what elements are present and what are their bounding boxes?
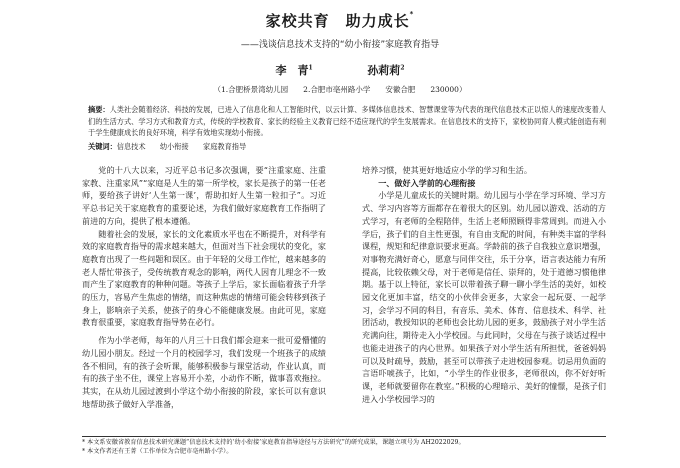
body-paragraph: 随着社会的发展，家长的文化素质水平也在不断提升，对科学有效的家庭教育指导的需求越来越大，但面对当下社会现状的变化，家庭教育出现了一些问题和误区。由于年轻的父母工作忙，越来越多的老人帮忙带孩子，受传统教育观念的影响，两代人因育儿理念不一致而产生了家庭教育的种种问题。等孩子上学后，家长面临着孩子升学的压力，容易产生焦虑的情绪，而这种焦虑的情绪可能会转移到孩子身上，影响亲子关系，使孩子的身心不能健康发展。由此可见，家庭教育很重要，家庭教育指导势在必行。 [82,228,326,328]
paper-title [0,10,680,31]
body-paragraph: 作为小学老师，每年的八月三十日我们都会迎来一批可爱懵懂的幼儿园小朋友。经过一个月的校园学习，我们发现一个班孩子的成绩各不相同，有的孩子会听课，能够积极参与课堂活动，作业认真，而有的孩子坐不住，课堂上容易开小差，小动作不断，做事喜欢拖拉。其实，在从幼儿园过渡到小学这个幼小衔接的阶段，家长可以有意识地帮助孩子做好入学准备， [82,335,326,409]
body-paragraph: 培养习惯，使其更好地适应小学的学习和生活。 [362,165,532,175]
abstract-label: 摘要： [88,105,110,114]
section-heading: 一、做好入学前的心理衔接 [378,177,476,188]
title-footnote-mark: * [409,10,415,18]
author-affil-mark: 1 [308,64,313,72]
author-line [0,62,680,78]
author-affil-mark: 2 [400,64,405,72]
footnote: * 本文作者还有王菁（工作单位为合肥市亳州路小学）。 [82,447,233,455]
abstract [88,104,606,139]
paper-subtitle: ——浅谈信息技术支持的“幼小衔接”家庭教育指导 [240,40,440,50]
author-name: 孙莉莉 [367,64,401,77]
right-column [362,164,606,405]
footnotes [82,436,606,456]
keywords-label: 关键词： [88,142,117,151]
title-text: 家校共育 助力成长 [265,12,410,30]
author-name: 李 青 [275,64,309,77]
footnote: * 本文系安徽省教育信息技术研究课题“信息技术支持的‘幼小衔接’家庭教育指导途径与方法研究”的研究成果，课题立项号为 AH2022029。 [82,439,465,446]
body-paragraph: 党的十八大以来，习近平总书记多次强调，要“注重家庭、注重家教、注重家风”“家庭是人生的第一所学校，家长是孩子的第一任老师，要给孩子讲好‘人生第一课’，帮助扣好人生第一粒扣子”。习近平总书记关于家庭教育的重要论述，为我们做好家庭教育工作指明了前进的方向，提供了根本遵循。 [82,165,326,226]
body-paragraph: 小学是儿童成长的关键时期。幼儿园与小学在学习环境、学习方式、学习内容等方面都存在着很大的区别。幼儿园以游戏、活动的方式学习，有老师的全程陪伴，生活上老师照顾得非常周到。而进入小学后，孩子们的自主性更强，有自由支配的时间，有种类丰富的学科课程，规矩和纪律意识要求更高。学龄前的孩子自我独立意识增强，对事物充满好奇心，愿意与同伴交往，乐于分享，语言表达能力有所提高，比较依赖父母，对于老师是信任、崇拜的，处于道德习惯他律期。基于以上特征，家长可以带着孩子聊一聊小学生活的美好，如校园文化更加丰富，结交的小伙伴会更多，大家会一起玩耍、一起学习，会学习不同的科目，有音乐、美术、体育、信息技术、科学、社团活动，教授知识的老师也会比幼儿园的更多，鼓励孩子对小学生活充满向往，期待走入小学校园。与此同时，父母在与孩子谈话过程中也能走进孩子的内心世界。如果孩子对小学生活有所担忧，爸爸妈妈可以及时疏导，鼓励，甚至可以带孩子走进校园参观。切忌用负面的言语吓唬孩子，比如，“小学生的作业很多，老师很凶，你不好好听课，老师就要留你在教室。”积极的心理暗示、美好的憧憬，是孩子们进入小学校园学习的 [362,190,606,404]
left-column [82,164,326,410]
affiliation-line: （1.合肥桥景湾幼儿园 2.合肥市亳州路小学 安徽合肥 230000） [213,85,467,94]
keywords [88,142,606,152]
keywords-text: 信息技术 幼小衔接 家庭教育指导 [116,142,247,151]
abstract-text: 人类社会随着经济、科技的发展，已进入了信息化和人工智能时代，以云计算、多媒体信息技术、智慧课堂等为代表的现代信息技术正以惊人的速度改变着人们的生活方式、学习方式和教育方式，传统的学校教育、家长的经验主义教育已经不适应现代的学生发展需求。在信息技术的支持下，家校协同育人模式能创造有利于学生健康成长的良好环境，科学有效地实现幼小衔接。 [88,105,606,138]
